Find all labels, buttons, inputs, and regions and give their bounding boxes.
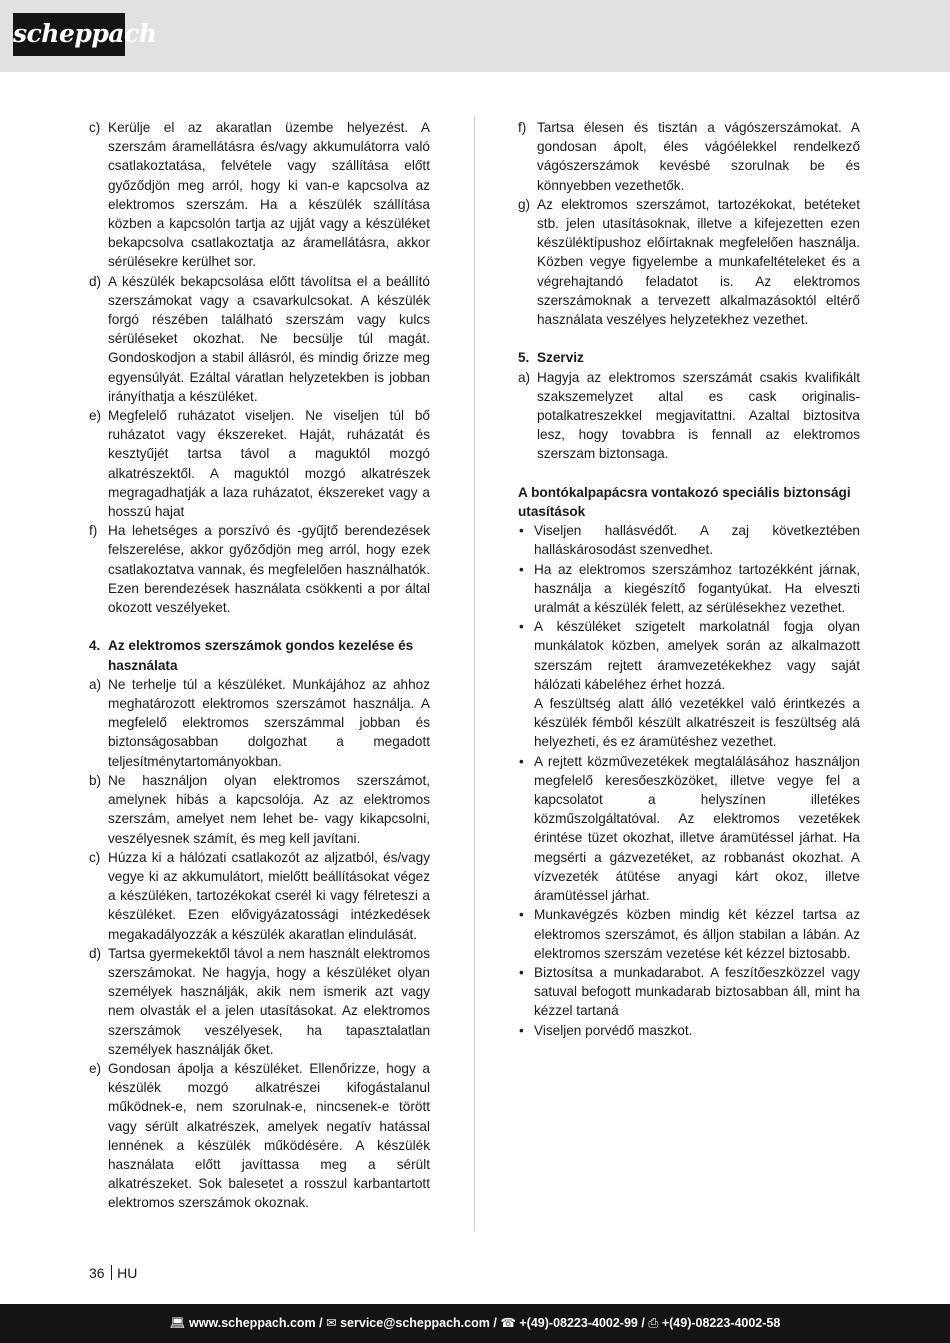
item-text: Gondosan ápolja a készüléket. Ellenőrizze, hogy a készülék mozgó alkatrészei kifogástalanul működnek-e, nem szorulnak-e, nincsenek-e törött vagy sérült alkatrészek, amelyek negatív hatással lennének a készülék működésére. A készülék használata előtt javíttassa meg a sérült alkatrészeket. Sok balesetet a rosszul karbantartott elektromos szerszámok okoznak. — [108, 1060, 430, 1211]
item-text: Húzza ki a hálózati csatlakozót az aljzatból, és/vagy vegye ki az akkumulátort, mielőtt beállításokat végez a készüléken, tartozékokat cserél ki vagy félreteszi a készüléket. Ezen elővigyázatossági intézkedések megakadályozzák a készülék akaratlan elindulását. — [108, 849, 430, 942]
item-text: Az elektromos szerszámot, tartozékokat, betéteket stb. jelen utasításoknak, illetve a kifejezetten ezen készüléktípushoz előírtaknak megfelelően használja. Közben vegye figyelembe a munkafeltételeket és a végrehajtandó feladatot is. Az elektromos szerszámoknak a tervezett alkalmazásoktól eltérő használata veszélyes helyzetekhez vezethet. — [537, 196, 860, 328]
item-text: Megfelelő ruházatot viseljen. Ne viseljen túl bő ruházatot vagy ékszereket. Haját, ruházatát és kesztyűjét tartsa távol a maguktól mozgó alkatrészektől. A maguktól mozgó alkatrészek megragadhatják a laza ruházatot, ékszereket vagy a hosszú hajat — [108, 408, 430, 520]
bullet-item — [518, 617, 860, 751]
item-text: Hagyja az elektromos szerszámát csakis kvalifikált szakszemelyzet altal es cask originalis-potalkatreszekkel megjavitattni. Azaltal biztositva lesz, hogy tovabbra is fennall az elektromos szerszam biztonsaga. — [537, 369, 860, 462]
section-number: 4. — [89, 638, 101, 654]
item-text: A készülék bekapcsolása előtt távolítsa el a beállító szerszámokat vagy a csavarkulcsokat. A készülék forgó részében található szerszám vagy kulcs sérüléseket okozhat. Ne becsülje túl magát. Gondoskodjon a stabil állásról, és mindig őrizze meg egyensúlyát. Ezáltal váratlan helyzetekben is jobban irányíthatja a készüléket. — [108, 273, 430, 404]
bullet-dot: • — [519, 753, 524, 769]
left-column — [89, 118, 430, 1213]
bullet-text: Ha az elektromos szerszámhoz tartozékként járnak, használja a kiegészítő fogantyúkat. Ha elveszti uralmát a készülék felett, az sérülésekhez vezethet. — [534, 561, 860, 616]
item-marker: b) — [89, 772, 102, 788]
right-column — [518, 118, 860, 1040]
footer-email[interactable]: service@scheppach.com — [340, 1316, 490, 1330]
bullet-text: A készüléket szigetelt markolatnál fogja olyan munkálatok közben, amelyek során az alkalmazott szerszám rejtett áramvezetékekhez vagy saját hálózati kábeléhez érhet hozzá. — [534, 619, 860, 692]
list-item — [89, 272, 430, 406]
footer-separator: / — [319, 1316, 323, 1330]
item-marker: c) — [89, 120, 101, 135]
bullet-dot: • — [519, 523, 524, 539]
item-marker: c) — [89, 849, 101, 865]
footer-fax: +(49)-08223-4002-58 — [661, 1316, 781, 1330]
item-marker: d) — [89, 273, 102, 289]
list-item — [89, 521, 430, 617]
spacer — [89, 617, 430, 636]
list-item — [89, 848, 430, 944]
spacer — [518, 329, 860, 348]
page-number — [89, 1264, 137, 1282]
envelope-icon: ✉︎ — [326, 1316, 337, 1330]
item-marker: f) — [89, 523, 98, 539]
section-heading — [518, 348, 860, 367]
list-item — [89, 771, 430, 848]
page-language: HU — [117, 1265, 138, 1281]
bullet-item — [518, 905, 860, 963]
item-text: Ha lehetséges a porszívó és -gyűjtő berendezések felszerelése, akkor győződjön meg arról, hogy ezek csatlakoztatva vannak, és megfelelően használhatók. Ezen berendezések használata csökkenti a por által okozott veszélyeket. — [108, 523, 430, 616]
bullet-dot: • — [519, 561, 524, 577]
spacer — [518, 464, 860, 483]
item-text: Kerülje el az akaratlan üzembe helyezést. A szerszám áramellátásra és/vagy akkumulátorra való csatlakoztatása, felvétele vagy szállítása előtt győződjön meg arról, hogy ki van-e kapcsolva az elektromos szerszám. Ha a készülék szállítása közben a kapcsolón tartja az ujját vagy a készüléket bekapcsolva csatlakoztatja az áramellátásra, akkor sérülésekre kerülhet sor. — [108, 120, 430, 270]
list-item — [89, 118, 430, 272]
item-marker: a) — [89, 676, 102, 692]
item-text: Tartsa gyermekektől távol a nem használt elektromos szerszámokat. Ne hagyja, hogy a készüléket olyan személyek használják, akik nem ismerik azt vagy nem olvasták el a jelen utasításokat. Az elektromos szerszámok veszélyesek, ha tapasztalatlan személyek használják őket. — [108, 945, 430, 1057]
bullet-dot: • — [519, 619, 524, 635]
bullet-text: A rejtett közművezetékek megtalálásához használjon megfelelő keresőeszközöket, illetve vegye fel a kapcsolatot a helyszínen illetékes közműszolgáltatóval. Az elektromos vezetékek érintése tüzet okozhat, illetve áramütéssel járhat. Ha megsérti a gázvezetéket, az robbanást okozhat. A vízvezeték átütése anyagi kárt okoz, illetve áramütéssel járhat. — [534, 753, 860, 904]
list-item — [89, 944, 430, 1059]
header-bar — [0, 0, 950, 72]
phone-icon: ☎︎ — [500, 1316, 516, 1330]
list-item — [518, 368, 860, 464]
bullet-dot: • — [519, 907, 524, 923]
scheppach-logo: scheppach — [13, 13, 125, 56]
bullet-item — [518, 1021, 860, 1040]
bullet-dot: • — [519, 964, 524, 980]
list-item — [89, 406, 430, 521]
bullet-item — [518, 752, 860, 906]
item-text: Ne terhelje túl a készüléket. Munkájához az ahhoz meghatározott elektromos szerszámot használja. A megfelelő elektromos szerszámmal jobban és biztonságosabban dolgozhat a megadott teljesítménytartományokban. — [108, 676, 430, 769]
list-item — [518, 118, 860, 195]
footer-phone: +(49)-08223-4002-99 — [519, 1316, 638, 1330]
computer-icon: 💻︎ — [169, 1316, 186, 1330]
footer-website[interactable]: www.scheppach.com — [189, 1316, 316, 1330]
bullet-text: Munkavégzés közben mindig két kézzel tartsa az elektromos szerszámot, és álljon stabilan a lábán. Az elektromos szerszám vezetése két kézzel biztosabb. — [534, 907, 860, 961]
list-item — [89, 1059, 430, 1213]
bullet-text: Biztosítsa a munkadarabot. A feszítőeszközzel vagy satuval befogott munkadarab biztosabban áll, mint ha kézzel tartaná — [534, 964, 860, 1019]
section-number: 5. — [518, 350, 530, 366]
section-heading — [89, 636, 430, 674]
item-marker: a) — [518, 369, 531, 385]
footer-separator: / — [641, 1316, 645, 1330]
fax-icon: ⎙ — [648, 1316, 659, 1330]
item-marker: e) — [89, 1060, 102, 1076]
bullet-item — [518, 521, 860, 559]
page-number-value: 36 — [89, 1265, 105, 1281]
bullet-item — [518, 560, 860, 618]
bullet-item — [518, 963, 860, 1021]
item-marker: f) — [518, 120, 527, 135]
item-text: Tartsa élesen és tisztán a vágószerszámokat. A gondosan ápolt, éles vágóélekkel rendelkező vágószerszámok kevésbé szorulnak be és könnyebben vezethetők. — [537, 120, 860, 193]
list-item — [518, 195, 860, 329]
item-marker: d) — [89, 945, 102, 961]
page-separator — [111, 1265, 113, 1280]
section-title: Szerviz — [537, 350, 584, 366]
section-title: Az elektromos szerszámok gondos kezelése és használata — [108, 638, 414, 673]
column-divider — [474, 116, 475, 1231]
item-text: Ne használjon olyan elektromos szerszámot, amelynek hibás a kapcsolója. Az az elektromos szerszám, amelyet nem lehet be- vagy kikapcsolni, veszélyesnek számít, és meg kell javítani. — [108, 772, 430, 846]
bullet-text: Viseljen porvédő maszkot. — [534, 1022, 693, 1038]
bullet-text-continued: A feszültség alatt álló vezetékkel való érintkezés a készülék fémből készült alkatrészeit is feszültség alá helyezheti, és ez áramütéshez vezethet. — [534, 696, 860, 750]
list-item — [89, 675, 430, 771]
footer-bar — [0, 1304, 950, 1343]
footer-separator: / — [493, 1316, 497, 1330]
bullet-text: Viseljen hallásvédőt. A zaj következtében halláskárosodást szenvedhet. — [534, 523, 860, 558]
item-marker: g) — [518, 196, 531, 212]
bullet-dot: • — [519, 1022, 524, 1038]
special-safety-heading: A bontókalpapácsra vontakozó speciális biztonsági utasítások — [518, 484, 851, 520]
item-marker: e) — [89, 408, 102, 424]
